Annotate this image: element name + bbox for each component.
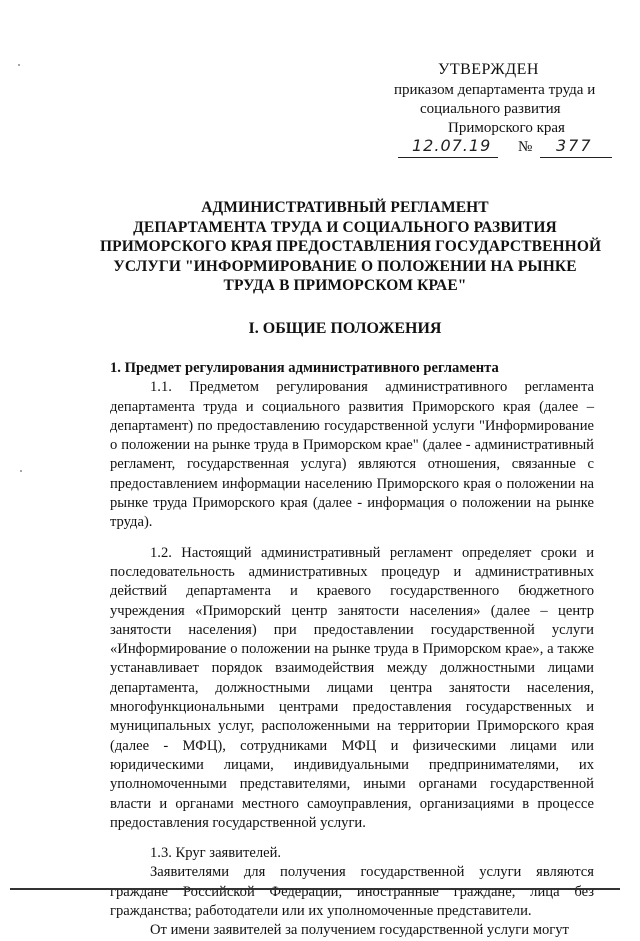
paragraph-1-3-heading: 1.3. Круг заявителей. bbox=[150, 845, 282, 862]
document-title-line: ДЕПАРТАМЕНТА ТРУДА И СОЦИАЛЬНОГО РАЗВИТИЯ bbox=[133, 218, 557, 236]
approved-title: УТВЕРЖДЕН bbox=[438, 61, 539, 78]
number-sign: № bbox=[518, 139, 533, 155]
approval-date: 12.07.19 bbox=[412, 136, 492, 155]
scan-edge-line bbox=[10, 888, 620, 890]
subsection-heading: 1. Предмет регулирования административного регламента bbox=[110, 360, 499, 376]
document-title bbox=[100, 198, 602, 296]
section-title: I. ОБЩИЕ ПОЛОЖЕНИЯ bbox=[248, 320, 442, 337]
approval-department-line: социального развития bbox=[420, 101, 561, 117]
document-body bbox=[110, 359, 594, 941]
document-title-line: ТРУДА В ПРИМОРСКОМ КРАЕ" bbox=[223, 277, 467, 294]
document-title-line: УСЛУГИ "ИНФОРМИРОВАНИЕ О ПОЛОЖЕНИИ НА РЫНКЕ bbox=[113, 257, 577, 275]
paragraph-1-3-representatives: От имени заявителей за получением государственной услуги могут bbox=[150, 922, 569, 939]
paragraph-1-2: 1.2. Настоящий административный регламент определяет сроки и последовательность административных процедур и административных действий департамента и краевого государственного бюджетного учреждения «Приморский центр занятости населения» (далее – центр занятости населения) при предоставлении государственной услуги «Информирование о положении на рынке труда в Приморском крае», а также устанавливает порядок взаимодействия между должностными лицами департамента, должностными лицами центра занятости населения, многофункциональными центрами предоставления государственных и муниципальных услуг, расположенными на территории Приморского края (далее - МФЦ), сотрудниками МФЦ и физическими лицами или юридическими лицами, индивидуальными предпринимателями, их уполномоченными представителями, иными органами государственной власти и органами местного самоуправления, организациями в процессе предоставления государственной услуги. bbox=[110, 544, 594, 831]
paragraph-1-3-applicants: Заявителями для получения государственной услуги являются граждане Российской Федерации, иностранные граждане, лица без гражданства; работодатели или их уполномоченные представители. bbox=[110, 864, 594, 920]
scan-speck bbox=[20, 470, 22, 472]
document-title-line: ПРИМОРСКОГО КРАЯ ПРЕДОСТАВЛЕНИЯ ГОСУДАРСТВЕННОЙ bbox=[100, 238, 602, 255]
paragraph-1-1: 1.1. Предметом регулирования административного регламента департамента труда и социального развития Приморского края (далее – департамент) по предоставлению государственной услуги "Информирование о положении на рынке труда в Приморском крае" (далее - административный регламент, государственная услуга) являются отношения, связанные с предоставлением информации населению Приморского края о положении на рынке труда Приморского края (далее - информация о положении на рынке труда). bbox=[110, 379, 594, 531]
scan-speck bbox=[18, 64, 20, 66]
approval-order-line: приказом департамента труда и bbox=[394, 82, 596, 98]
document-title-line: АДМИНИСТРАТИВНЫЙ РЕГЛАМЕНТ bbox=[201, 199, 489, 216]
approval-region-line: Приморского края bbox=[448, 120, 565, 136]
approval-number: 377 bbox=[556, 136, 593, 155]
approval-date-number-row bbox=[394, 136, 614, 160]
date-underline bbox=[398, 157, 498, 158]
number-underline bbox=[540, 157, 612, 158]
